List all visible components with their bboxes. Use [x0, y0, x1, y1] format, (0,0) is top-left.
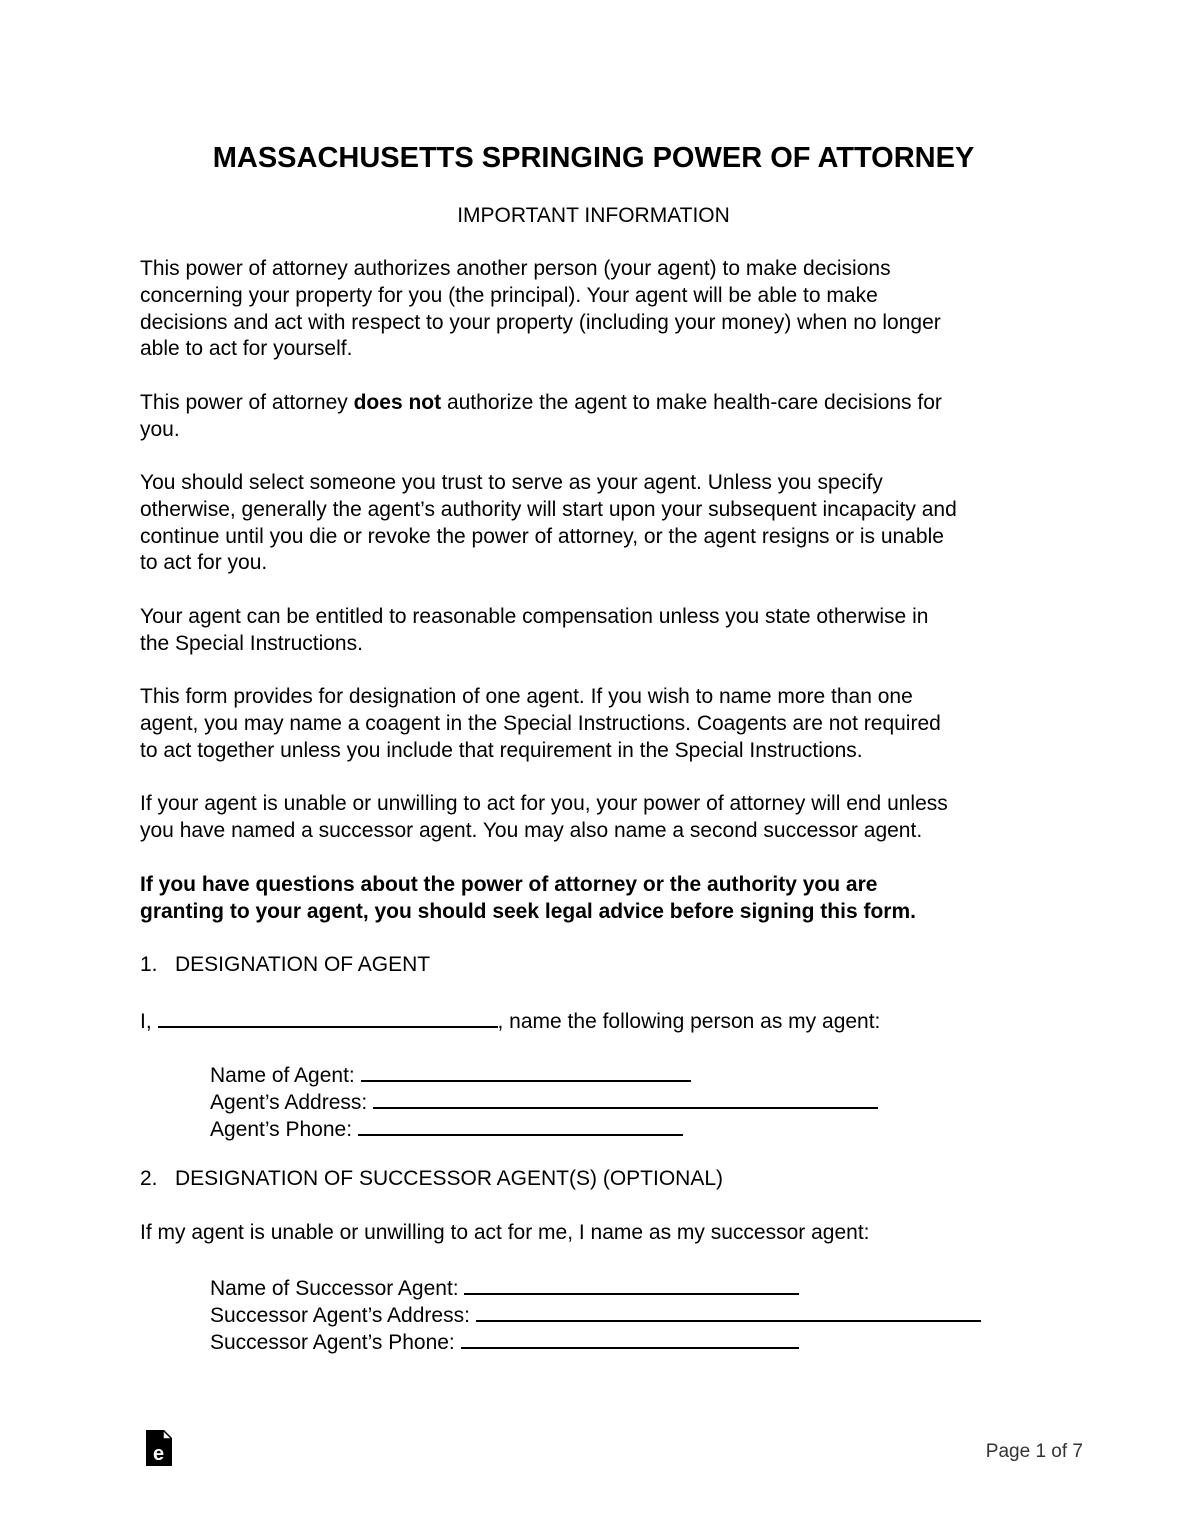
successor-name-field[interactable] [464, 1273, 799, 1295]
agent-address-label: Agent’s Address: [210, 1091, 368, 1114]
paragraph-authorization [140, 256, 1060, 363]
svg-text:e: e [152, 1443, 165, 1465]
paragraph-line: you. [140, 417, 180, 441]
successor-phone-label: Successor Agent’s Phone: [210, 1331, 455, 1354]
successor-name-row [210, 1273, 799, 1302]
principal-name-line [140, 1006, 880, 1035]
successor-phone-field[interactable] [461, 1327, 799, 1349]
agent-phone-row [210, 1114, 683, 1143]
agent-name-field[interactable] [361, 1060, 691, 1082]
agent-name-label: Name of Agent: [210, 1064, 355, 1087]
paragraph-legal-advice [140, 872, 1060, 926]
paragraph-line: continue until you die or revoke the power of attorney, or the agent resigns or is unable [140, 524, 944, 548]
text-segment: authorize the agent to make health-care decisions for [441, 391, 942, 414]
successor-address-field[interactable] [476, 1300, 981, 1322]
text-segment: This power of attorney [140, 391, 354, 414]
successor-name-label: Name of Successor Agent: [210, 1277, 459, 1300]
section-number: 1. [140, 953, 158, 976]
paragraph-successor [140, 791, 1060, 845]
paragraph-health-care [140, 390, 1060, 444]
paragraph-line: decisions and act with respect to your property (including your money) when no longer [140, 310, 941, 334]
paragraph-line: concerning your property for you (the principal). Your agent will be able to make [140, 283, 878, 307]
paragraph-line: This form provides for designation of one agent. If you wish to name more than one [140, 685, 913, 708]
page-number: Page 1 of 7 [985, 1441, 1083, 1462]
section-heading-successor-agents [140, 1166, 723, 1192]
paragraph-line [140, 390, 1060, 417]
paragraph-select-agent [140, 470, 1060, 577]
paragraph-line: able to act for yourself. [140, 337, 353, 361]
document-title: MASSACHUSETTS SPRINGING POWER OF ATTORNEY [212, 142, 975, 174]
paragraph-line: the Special Instructions. [140, 631, 363, 655]
agent-address-row [210, 1087, 878, 1116]
agent-phone-label: Agent’s Phone: [210, 1118, 353, 1141]
important-information-heading: IMPORTANT INFORMATION [457, 204, 730, 227]
agent-address-field[interactable] [373, 1087, 878, 1109]
paragraph-line: you have named a successor agent. You may also name a second successor agent. [140, 818, 923, 842]
successor-phone-row [210, 1327, 799, 1356]
section-title: DESIGNATION OF AGENT [175, 953, 431, 976]
paragraph-line: If you have questions about the power of attorney or the authority you are [140, 873, 878, 896]
paragraph-line: Your agent can be entitled to reasonable compensation unless you state otherwise in [140, 605, 929, 628]
successor-address-label: Successor Agent’s Address: [210, 1304, 470, 1327]
paragraph-line: You should select someone you trust to serve as your agent. Unless you specify [140, 471, 883, 494]
agent-phone-field[interactable] [358, 1114, 683, 1136]
emphasis-does-not: does not [353, 391, 442, 414]
paragraph-line: granting to your agent, you should seek legal advice before signing this form. [140, 899, 916, 923]
paragraph-line: If your agent is unable or unwilling to act for you, your power of attorney will end unless [140, 792, 948, 815]
section-number: 2. [140, 1167, 158, 1190]
agent-name-row [210, 1060, 691, 1089]
section-title: DESIGNATION OF SUCCESSOR AGENT(S) (OPTIONAL) [175, 1167, 723, 1190]
successor-intro: If my agent is unable or unwilling to act for me, I name as my successor agent: [140, 1221, 870, 1244]
successor-address-row [210, 1300, 981, 1329]
paragraph-compensation [140, 604, 1060, 658]
paragraph-line: to act for you. [140, 551, 268, 575]
paragraph-coagent [140, 684, 1060, 764]
eforms-logo-icon [146, 1430, 172, 1466]
section-heading-designation-of-agent [140, 952, 430, 978]
paragraph-line: agent, you may name a coagent in the Special Instructions. Coagents are not required [140, 711, 941, 735]
paragraph-line: to act together unless you include that requirement in the Special Instructions. [140, 738, 863, 762]
paragraph-line: This power of attorney authorizes another person (your agent) to make decisions [140, 257, 891, 280]
intro-prefix: I, [140, 1010, 158, 1033]
intro-suffix: , name the following person as my agent: [497, 1010, 881, 1033]
paragraph-line: otherwise, generally the agent’s authority will start upon your subsequent incapacity and [140, 497, 957, 521]
principal-name-field[interactable] [158, 1006, 498, 1028]
